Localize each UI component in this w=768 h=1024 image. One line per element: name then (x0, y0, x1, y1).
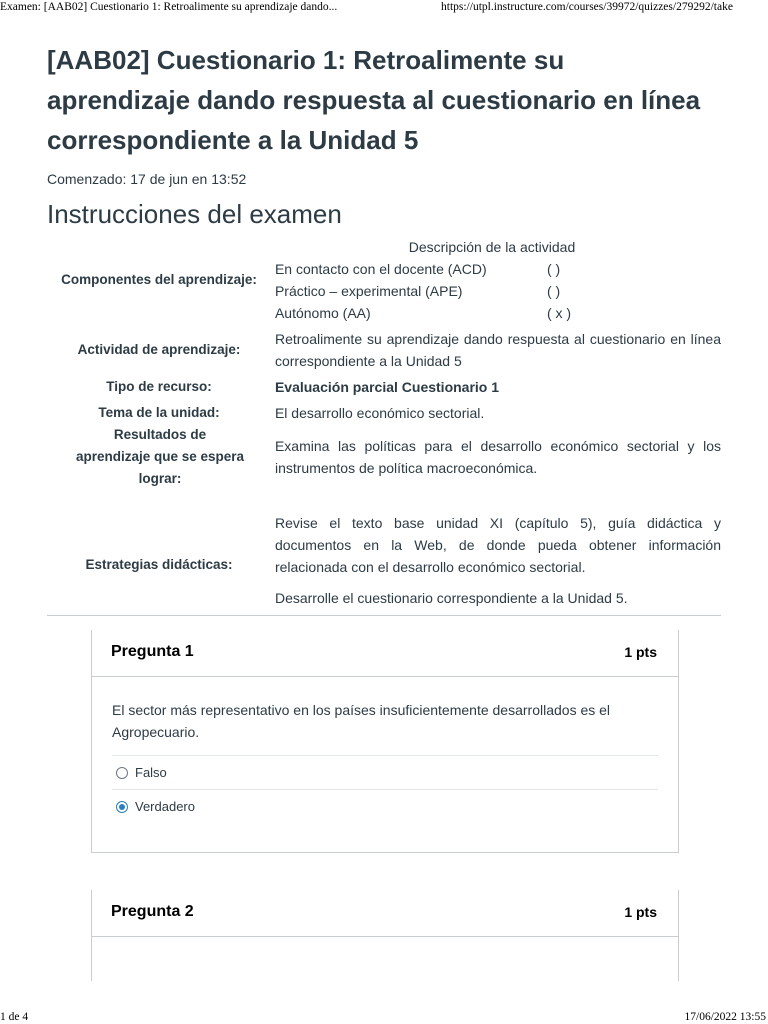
results-value: Examina las políticas para el desarrollo económico sectorial y los instrumentos de política macroeconómica. (274, 438, 721, 476)
answer-label: Falso (135, 765, 167, 780)
instructions-heading: Instrucciones del examen (47, 199, 342, 229)
strategies-value: Revise el texto base unidad XI (capítulo 5), guía didáctica y documentos en la Web, de donde pueda obtener información relacionada con el desarrollo económico sectorial. (274, 515, 721, 575)
resource-label: Tipo de recurso: (106, 379, 212, 394)
radio-unchecked-icon[interactable] (116, 767, 128, 779)
print-datetime: 17/06/2022 13:55 (684, 1011, 766, 1023)
topic-row (47, 398, 721, 424)
print-footer (0, 1008, 768, 1024)
question-card (91, 890, 679, 981)
results-row (47, 424, 721, 490)
results-label: Resultados de aprendizaje que se espera lograr: (75, 427, 245, 486)
radio-checked-icon[interactable] (116, 801, 128, 813)
quiz-content (47, 40, 721, 616)
quiz-started-time: Comenzado: 17 de jun en 13:52 (47, 171, 247, 187)
quiz-title: [AAB02] Cuestionario 1: Retroalimente su aprendizaje dando respuesta al cuestionario en línea correspondiente a la Unidad 5 (47, 45, 701, 155)
question-text: El sector más representativo en los países insuficientemente desarrollados es el Agropecuario. (112, 702, 611, 740)
activity-row (47, 324, 721, 372)
strategies-value-2: Desarrolle el cuestionario correspondiente a la Unidad 5. (274, 590, 628, 606)
question-header (92, 890, 678, 937)
activity-value: Retroalimente su aprendizaje dando respuesta al cuestionario en línea correspondiente a la Unidad 5 (274, 331, 721, 369)
components-label: Componentes del aprendizaje: (61, 272, 257, 287)
strategies-label: Estrategias didácticas: (85, 556, 233, 572)
component-item: Autónomo (AA) ( x ) (274, 305, 572, 321)
question-header (92, 630, 678, 677)
answer-list (112, 755, 658, 823)
resource-row (47, 372, 721, 398)
activity-label: Actividad de aprendizaje: (77, 342, 241, 357)
description-header: Descripción de la actividad (408, 239, 576, 255)
question-card (91, 630, 679, 853)
print-page-title: Examen: [AAB02] Cuestionario 1: Retroalimente su aprendizaje dando... (0, 1, 338, 13)
print-page-number: 1 de 4 (0, 1011, 29, 1023)
instructions-table (47, 236, 721, 609)
component-item: En contacto con el docente (ACD) ( ) (274, 261, 561, 277)
question-body (92, 677, 678, 823)
topic-value: El desarrollo económico sectorial. (274, 405, 485, 421)
question-points: 1 pts (624, 644, 657, 660)
components-row (47, 236, 721, 324)
section-divider (47, 615, 721, 616)
strategies-row (47, 490, 721, 609)
topic-label: Tema de la unidad: (98, 405, 220, 420)
question-name: Pregunta 2 (111, 903, 194, 920)
print-url: https://utpl.instructure.com/courses/39972/quizzes/279292/take (441, 1, 733, 13)
question-points: 1 pts (624, 904, 657, 920)
print-header (0, 0, 768, 18)
question-name: Pregunta 1 (111, 643, 194, 660)
resource-value: Evaluación parcial Cuestionario 1 (274, 379, 500, 395)
answer-option-verdadero[interactable] (112, 789, 658, 823)
answer-label: Verdadero (135, 799, 195, 814)
component-item: Práctico – experimental (APE) ( ) (274, 283, 561, 299)
answer-option-falso[interactable] (112, 755, 658, 789)
